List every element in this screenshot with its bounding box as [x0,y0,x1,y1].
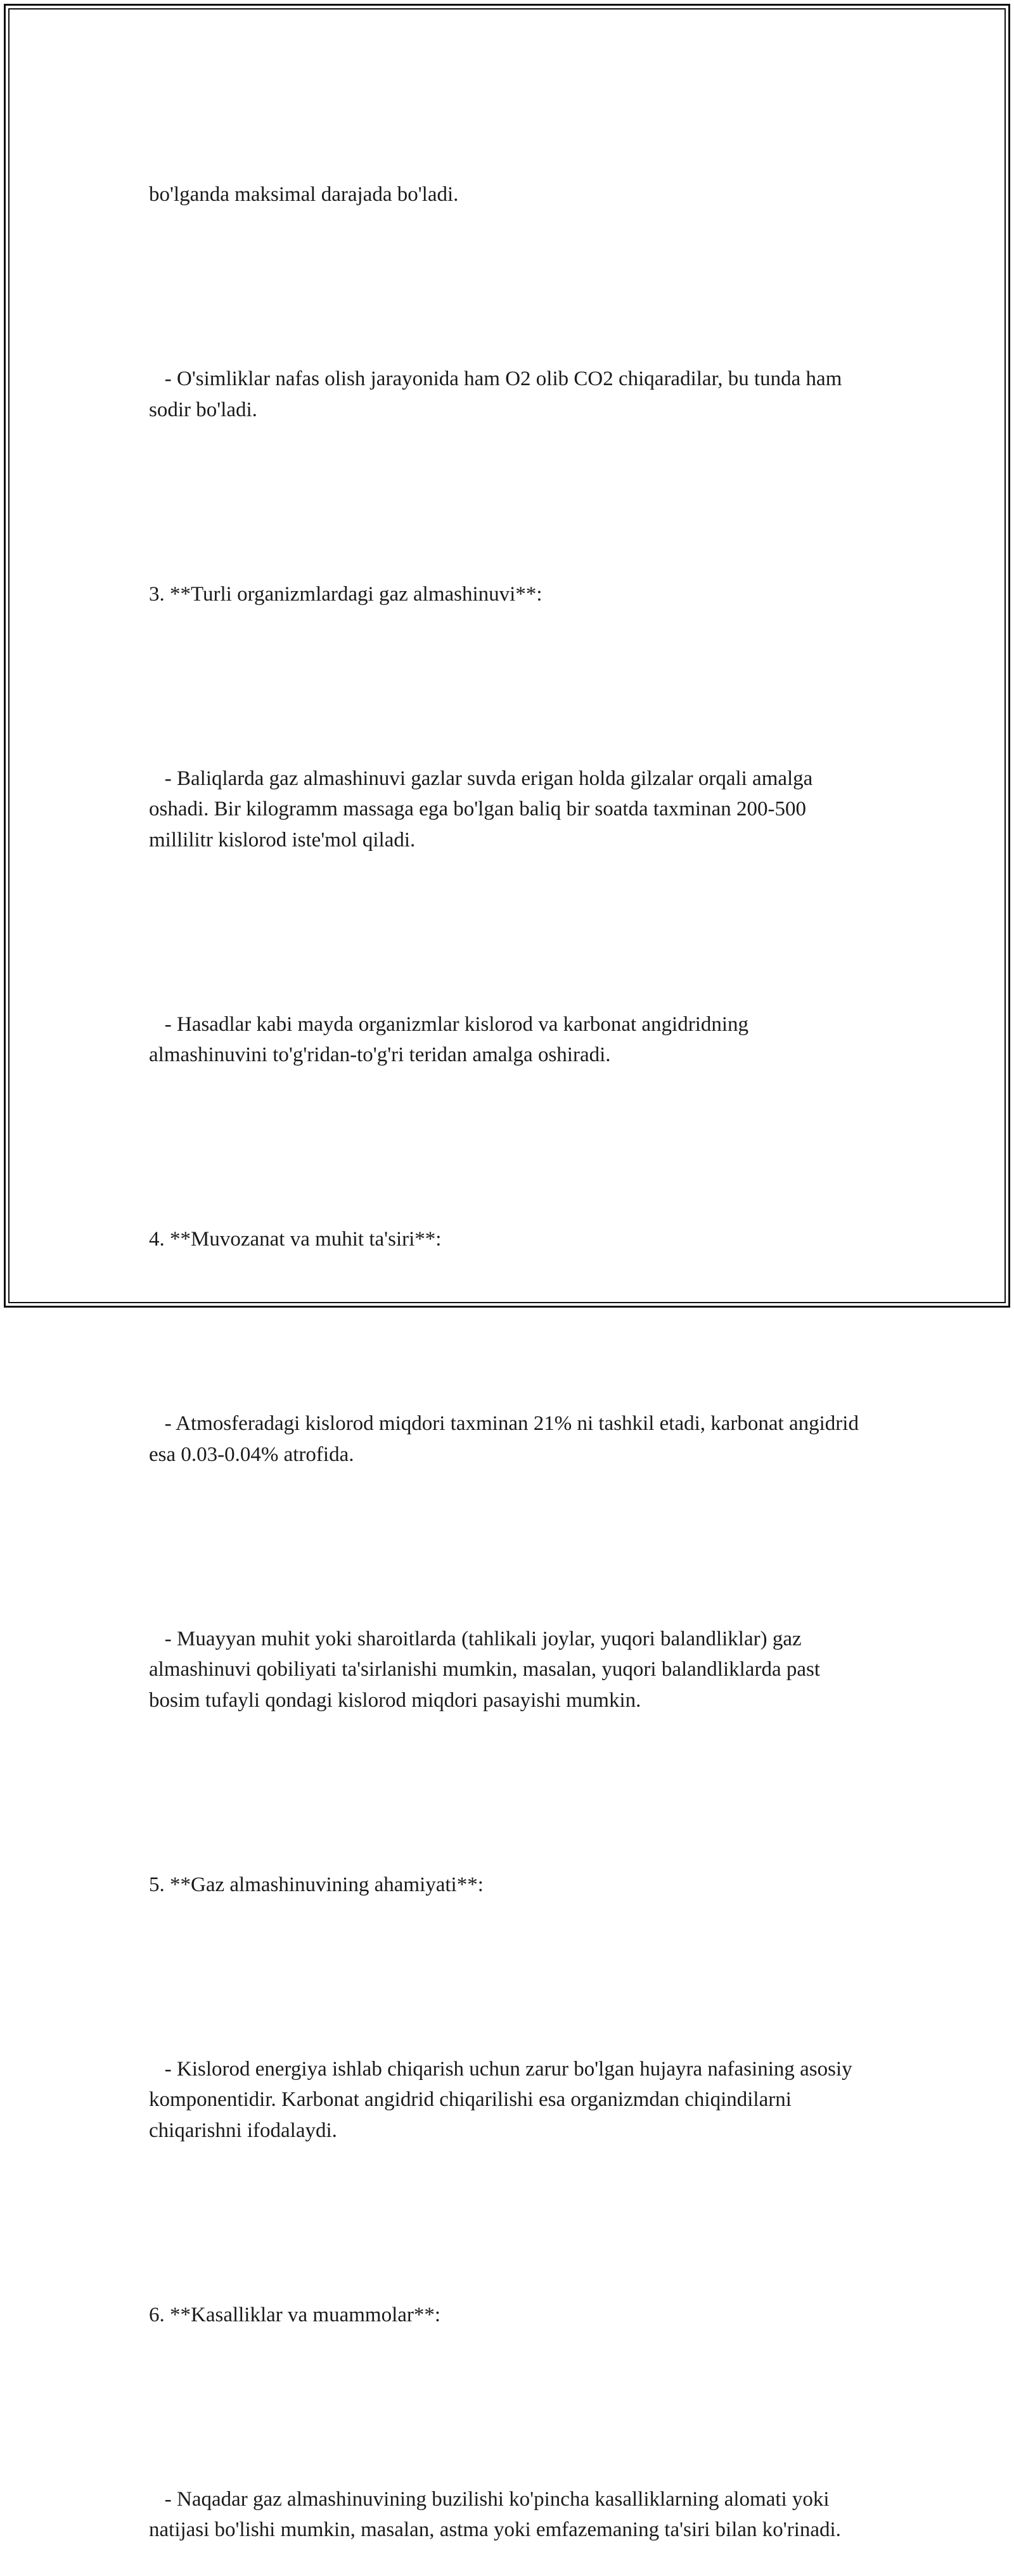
section-heading-5: 5. **Gaz almashinuvining ahamiyati**: [149,1873,484,1896]
bullet-fish-gas-exchange: - Baliqlarda gaz almashinuvi gazlar suvda erigan holda gilzalar orqali amalga oshadi. Bir kilogramm massaga ega bo'lgan baliq bir soatda taxminan 200-500 millilitr kislorod iste'mol qiladi. [149,767,818,851]
bullet-environment-effects: - Muayyan muhit yoki sharoitlarda (tahlikali joylar, yuqori balandliklar) gaz almashinuvi qobiliyati ta'sirlanishi mumkin, masalan, yuqori balandliklarda past bosim tufayli qondagi kislorod miqdori pasayishi mumkin. [149,1627,826,1712]
bullet-small-organisms: - Hasadlar kabi mayda organizmlar kislorod va karbonat angidridning almashinuvini to'g'ridan-to'g'ri teridan amalga oshiradi. [149,1012,754,1066]
bullet-atmosphere-composition: - Atmosferadagi kislorod miqdori taxminan 21% ni tashkil etadi, karbonat angidrid esa 0.03-0.04% atrofida. [149,1412,864,1466]
document-body [149,118,865,2576]
bullet-plant-respiration: - O'simliklar nafas olish jarayonida ham O2 olib CO2 chiqaradilar, bu tunda ham sodir bo'ladi. [149,367,847,421]
bullet-oxygen-importance: - Kislorod energiya ishlab chiqarish uchun zarur bo'lgan hujayra nafasining asosiy komponentidir. Karbonat angidrid chiqarilishi esa organizmdan chiqindilarni chiqarishni ifodalaydi. [149,2057,857,2142]
bullet-diseases: - Naqadar gaz almashinuvining buzilishi ko'pincha kasalliklarning alomati yoki natijasi bo'lishi mumkin, masalan, astma yoki emfazemaning ta'siri bilan ko'rinadi. [149,2487,841,2541]
section-heading-6: 6. **Kasalliklar va muammolar**: [149,2303,441,2326]
section-heading-4: 4. **Muvozanat va muhit ta'siri**: [149,1228,442,1251]
section-heading-3: 3. **Turli organizmlardagi gaz almashinuvi**: [149,582,542,606]
paragraph-continuation: bo'lganda maksimal darajada bo'ladi. [149,183,459,206]
